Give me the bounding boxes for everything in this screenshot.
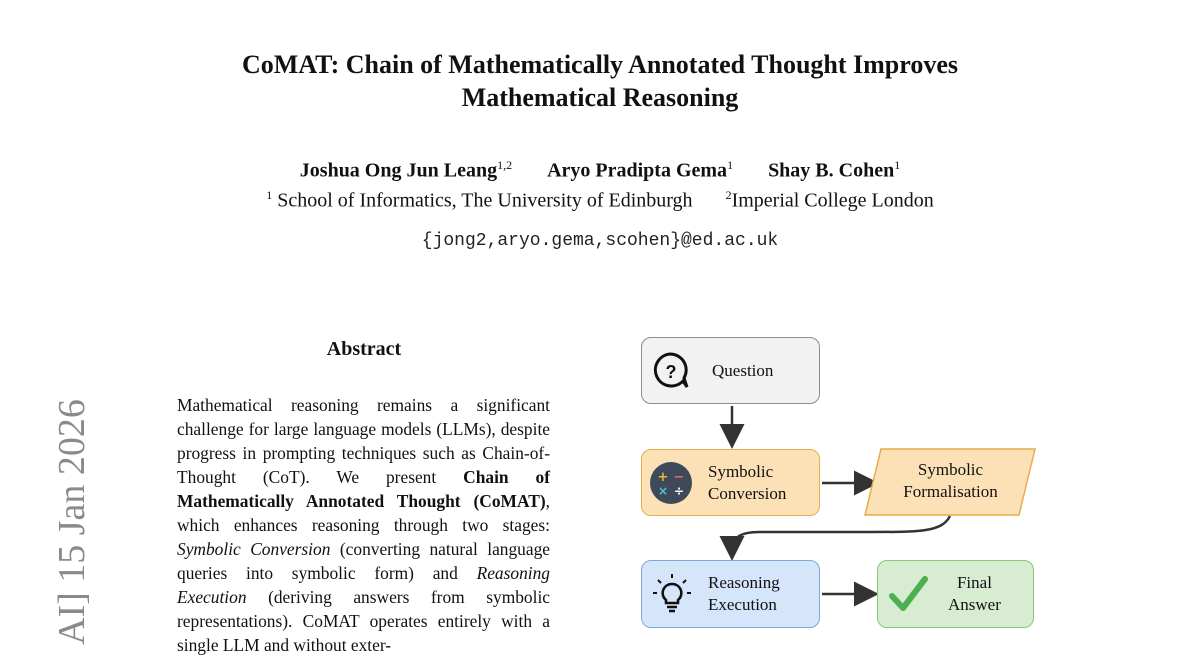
svg-text:?: ? xyxy=(665,361,677,382)
reasoning-execution-node xyxy=(641,560,820,628)
abstract-text: , which enhances reasoning through two stages: xyxy=(177,491,550,535)
svg-text:÷: ÷ xyxy=(673,483,685,498)
calculator-icon xyxy=(648,460,694,506)
final-answer-node xyxy=(877,560,1034,628)
label-line: Final xyxy=(956,573,992,592)
svg-text:−: − xyxy=(673,469,685,485)
abstract-stage-2: Reasoning Execution xyxy=(177,563,550,607)
lightbulb-icon xyxy=(650,572,694,616)
question-label: Question xyxy=(712,360,774,380)
symbolic-formalisation-label xyxy=(883,459,1018,503)
label-line: Formalisation xyxy=(903,482,998,501)
author-affil-mark: 1 xyxy=(727,158,734,172)
label-line: Answer xyxy=(948,595,1001,614)
question-icon xyxy=(650,350,692,392)
label-line: Symbolic xyxy=(708,461,774,481)
affiliation-1 xyxy=(266,188,692,213)
reasoning-execution-label xyxy=(708,572,780,616)
abstract-text: (converting natural language queries into symbolic form) and xyxy=(177,539,551,583)
affil-text: Imperial College London xyxy=(731,189,934,212)
svg-text:×: × xyxy=(657,483,669,498)
author-3 xyxy=(768,158,900,183)
abstract-heading: Abstract xyxy=(326,338,402,360)
author-name: Joshua Ong Jun Leang xyxy=(299,159,498,182)
abstract-text: Mathematical reasoning remains a significant challenge for large language models (LLMs), despite progress in prompting techniques such as Chain-of-Thought (CoT). We present xyxy=(177,395,550,487)
author-affil-mark: 1 xyxy=(894,158,901,172)
checkmark-icon xyxy=(888,574,928,614)
arxiv-stamp: AI] 15 Jan 2026 xyxy=(51,399,93,645)
title-line-1: CoMAT: Chain of Mathematically Annotated Thought Improves xyxy=(242,50,958,79)
affil-mark: 2 xyxy=(725,188,732,202)
abstract-body xyxy=(177,393,550,657)
author-name: Aryo Pradipta Gema xyxy=(547,159,728,182)
label-line: Conversion xyxy=(708,483,787,503)
label-line: Reasoning xyxy=(708,573,780,592)
affil-text: School of Informatics, The University of Edinburgh xyxy=(272,189,693,212)
abstract-text: (deriving answers from symbolic representations). CoMAT operates entirely with a single LLM and without exter- xyxy=(177,587,550,655)
affiliation-list xyxy=(150,188,1050,213)
author-2 xyxy=(547,158,733,183)
affil-mark: 1 xyxy=(266,188,273,202)
label-line: Symbolic xyxy=(917,460,984,479)
abstract-stage-1: Symbolic Conversion xyxy=(177,539,331,559)
author-emails: {jong2,aryo.gema,scohen}@ed.ac.uk xyxy=(421,231,779,251)
svg-text:+: + xyxy=(657,469,669,485)
author-1 xyxy=(300,158,512,183)
paper-title xyxy=(150,48,1050,114)
arrow-formalisation-to-reasoning xyxy=(732,516,950,556)
symbolic-conversion-label xyxy=(708,461,786,505)
question-node xyxy=(641,337,820,404)
final-answer-label xyxy=(948,572,1001,616)
author-name: Shay B. Cohen xyxy=(768,159,895,182)
symbolic-conversion-node xyxy=(641,449,820,516)
author-list xyxy=(150,158,1050,183)
affiliation-2 xyxy=(726,188,934,213)
abstract-method-name: Chain of Mathematically Annotated Thought (CoMAT) xyxy=(177,467,550,511)
label-line: Execution xyxy=(708,595,777,614)
author-affil-mark: 1,2 xyxy=(497,158,513,172)
title-line-2: Mathematical Reasoning xyxy=(461,83,739,112)
